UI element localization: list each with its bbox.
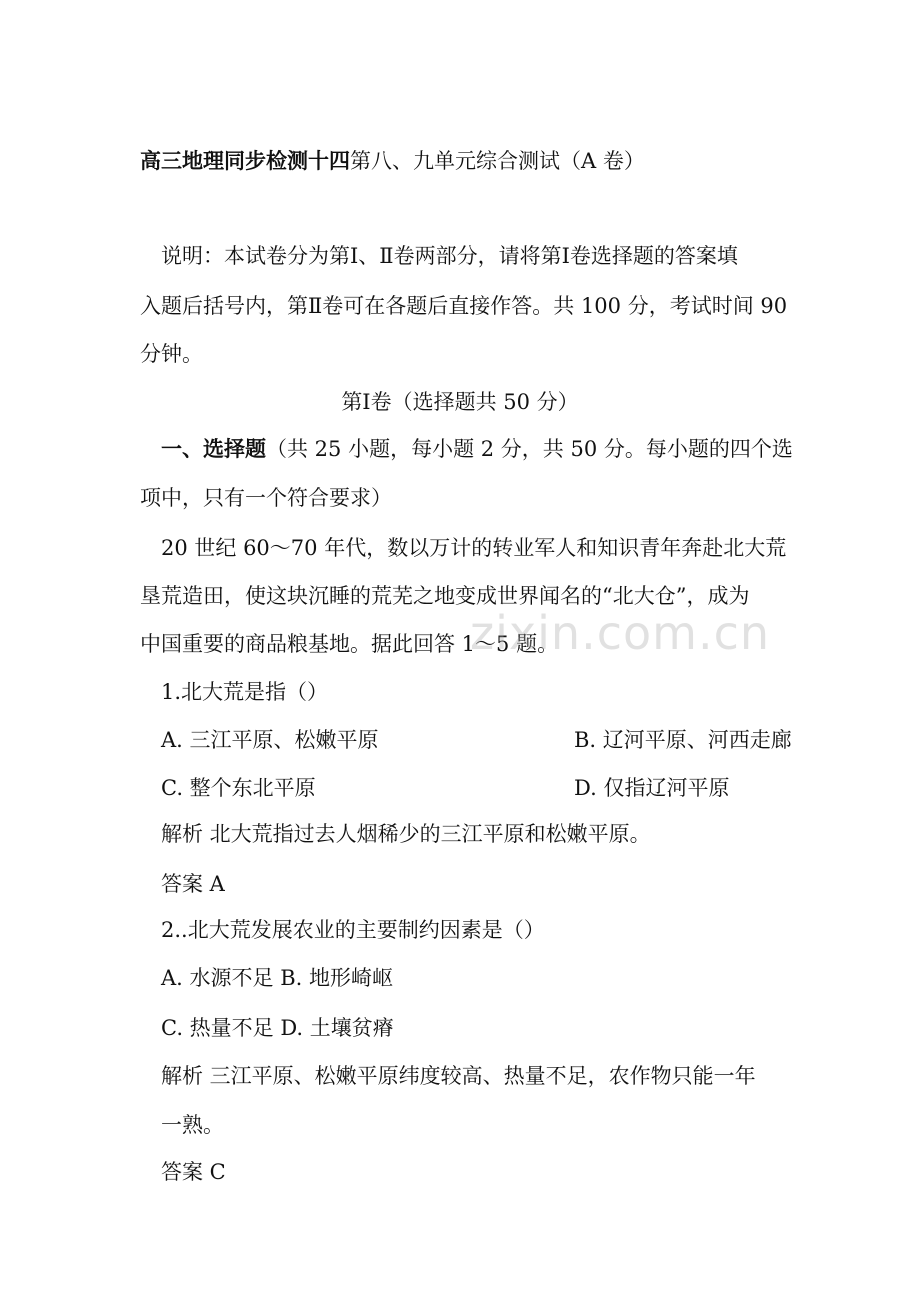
title-bold-part: 高三地理同步检测十四 [140,148,350,173]
instructions-line-3: 分钟。 [140,342,203,366]
question-2-options-line-1: A. 水源不足 B. 地形崎岖 [161,966,393,990]
document-title [140,148,785,174]
title-rest-part: 第八、九单元综合测试（A 卷） [350,149,645,173]
question-1-stem: 1.北大荒是指（） [161,680,329,704]
passage-line-1: 20 世纪 60～70 年代，数以万计的转业军人和知识青年奔赴北大荒 [161,536,787,560]
question-1-options-row-2 [161,775,806,801]
question-2-answer: 答案 C [161,1160,226,1184]
passage-line-3: 中国重要的商品粮基地。据此回答 1～5 题。 [140,632,559,656]
section-title: 第Ⅰ卷（选择题共 50 分） [341,390,579,414]
question-2-analysis-line-1: 解析 三江平原、松嫩平原纬度较高、热量不足，农作物只能一年 [161,1064,756,1088]
part-one-line-1 [161,436,806,462]
question-1-analysis: 解析 北大荒指过去人烟稀少的三江平原和松嫩平原。 [161,822,651,846]
watermark: zixin.com.cn [470,606,771,660]
question-1-option-a: A. 三江平原、松嫩平原 [161,728,379,752]
question-1-option-c: C. 整个东北平原 [161,776,316,800]
part-one-heading: 一、选择题 [161,436,266,461]
question-1-options-row-1 [161,727,806,753]
question-1-option-b: B. 辽河平原、河西走廊 [574,728,792,752]
question-2-stem: 2..北大荒发展农业的主要制约因素是（） [161,918,545,942]
question-1-answer: 答案 A [161,872,225,896]
part-one-desc: （共 25 小题，每小题 2 分，共 50 分。每小题的四个选 [266,437,793,461]
passage-line-2: 垦荒造田，使这块沉睡的荒芜之地变成世界闻名的“北大仓”，成为 [140,584,750,608]
question-2-analysis-line-2: 一熟。 [161,1113,224,1137]
question-1-option-d: D. 仅指辽河平原 [574,776,730,800]
question-2-options-line-2: C. 热量不足 D. 土壤贫瘠 [161,1016,394,1040]
part-one-line-2: 项中，只有一个符合要求） [140,486,392,510]
instructions-line-1: 说明：本试卷分为第Ⅰ、Ⅱ卷两部分，请将第Ⅰ卷选择题的答案填 [161,244,738,268]
instructions-line-2: 入题后括号内，第Ⅱ卷可在各题后直接作答。共 100 分，考试时间 90 [140,294,788,318]
